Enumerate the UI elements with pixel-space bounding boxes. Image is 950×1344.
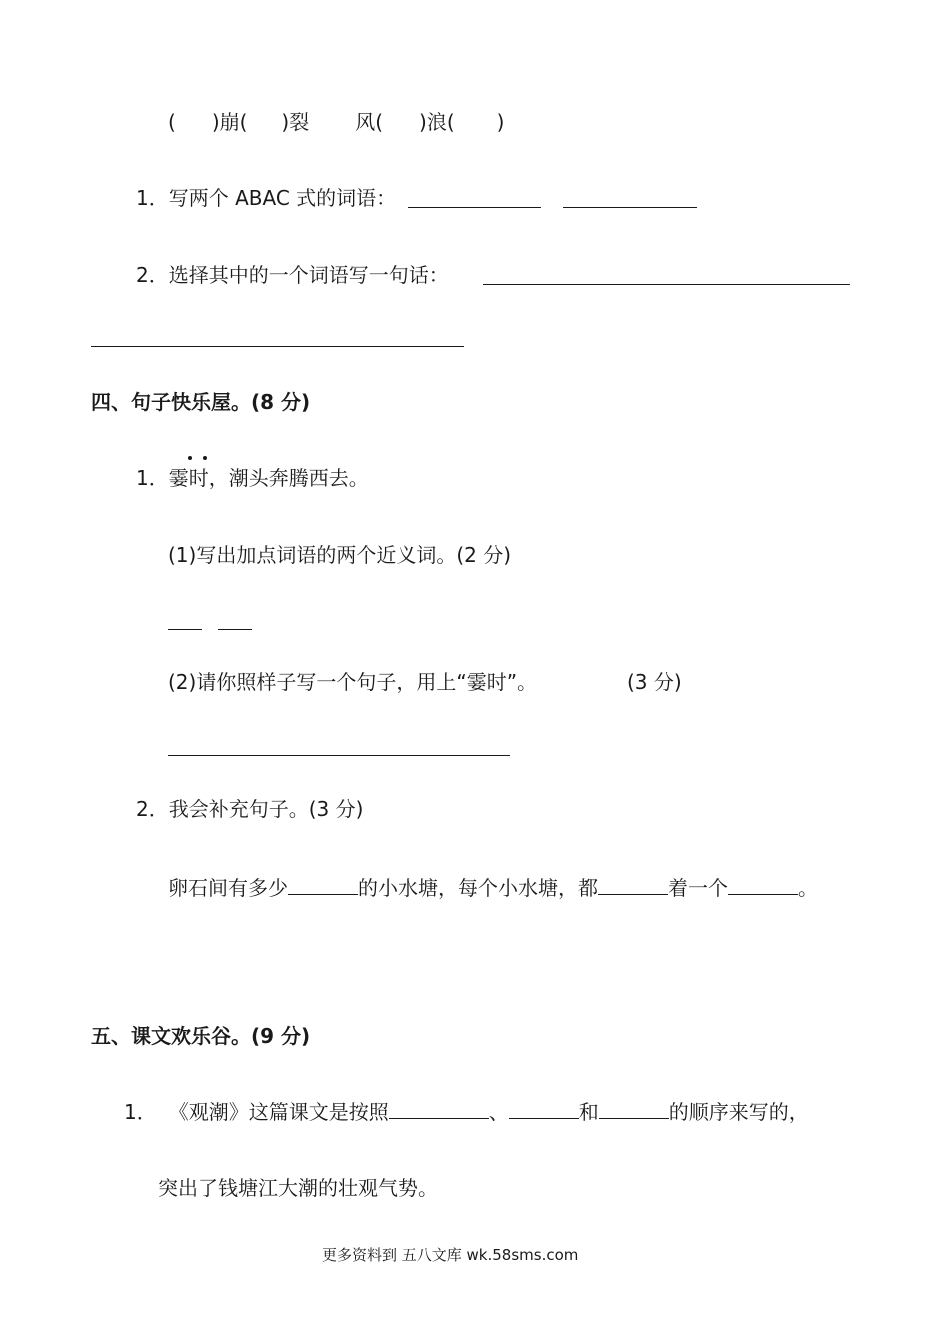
fill-sentence bbox=[168, 874, 818, 900]
question-item bbox=[136, 466, 369, 490]
sentence-part: 的顺序来写的， bbox=[668, 1100, 809, 1124]
sentence-continuation: 突出了钱塘江大潮的壮观气势。 bbox=[158, 1176, 438, 1200]
item-number: 2． bbox=[136, 263, 169, 287]
idiom-part: 风( bbox=[355, 110, 384, 134]
section-title: 四、句子快乐屋。(8 分) bbox=[91, 390, 311, 414]
footer-source: 更多资料到 五八文库 wk.58sms.com bbox=[322, 1246, 579, 1264]
score-label: (3 分) bbox=[627, 670, 682, 694]
item-text: 写两个 ABAC 式的词语： bbox=[168, 186, 397, 210]
item-number: 1． bbox=[124, 1100, 157, 1124]
idiom-part: )崩( bbox=[211, 110, 248, 134]
item-number: 2． bbox=[136, 797, 169, 821]
sentence-part: 着一个 bbox=[668, 876, 728, 900]
emphasis-dot bbox=[203, 456, 207, 460]
answer-blank[interactable] bbox=[168, 755, 510, 756]
item-text: 我会补充句子。(3 分) bbox=[168, 797, 364, 821]
section-title: 五、课文欢乐谷。(9 分) bbox=[91, 1024, 311, 1048]
sentence-part: 《观潮》这篇课文是按照 bbox=[168, 1100, 389, 1124]
sentence-part: 卵石间有多少 bbox=[168, 876, 288, 900]
question-item bbox=[124, 1098, 809, 1124]
dotted-word: 霎时 bbox=[168, 466, 209, 490]
question-item bbox=[136, 263, 449, 287]
answer-blank[interactable] bbox=[728, 874, 798, 895]
sentence-part: 、 bbox=[488, 1100, 509, 1124]
answer-blank[interactable] bbox=[599, 1098, 669, 1119]
answer-blank[interactable] bbox=[218, 629, 252, 630]
answer-blank[interactable] bbox=[168, 629, 202, 630]
question-item bbox=[136, 186, 396, 210]
item-number: 1． bbox=[136, 466, 169, 490]
answer-blank[interactable] bbox=[509, 1098, 579, 1119]
idiom-part: ( bbox=[168, 110, 176, 134]
item-text: ，潮头奔腾西去。 bbox=[208, 466, 369, 490]
emphasis-dot bbox=[188, 456, 192, 460]
sentence-part: 。 bbox=[798, 876, 818, 900]
idiom-part: )浪( bbox=[419, 110, 455, 134]
item-text: 选择其中的一个词语写一句话： bbox=[168, 263, 449, 287]
sub-question: (1)写出加点词语的两个近义词。(2 分) bbox=[168, 543, 512, 567]
answer-blank[interactable] bbox=[408, 207, 541, 208]
sub-question: (2)请你照样子写一个句子，用上“霎时”。 bbox=[168, 670, 538, 694]
answer-blank[interactable] bbox=[483, 284, 850, 285]
sentence-part: 的小水塘，每个小水塘，都 bbox=[358, 876, 598, 900]
idiom-fill-row bbox=[168, 110, 504, 134]
item-number: 1． bbox=[136, 186, 169, 210]
question-item bbox=[136, 797, 363, 821]
answer-blank[interactable] bbox=[389, 1098, 489, 1119]
sentence-part: 和 bbox=[578, 1100, 599, 1124]
answer-blank[interactable] bbox=[288, 874, 358, 895]
answer-blank[interactable] bbox=[563, 207, 697, 208]
idiom-part: ) bbox=[496, 110, 505, 134]
answer-blank[interactable] bbox=[91, 346, 464, 347]
idiom-part: )裂 bbox=[281, 110, 310, 134]
answer-blank[interactable] bbox=[598, 874, 668, 895]
